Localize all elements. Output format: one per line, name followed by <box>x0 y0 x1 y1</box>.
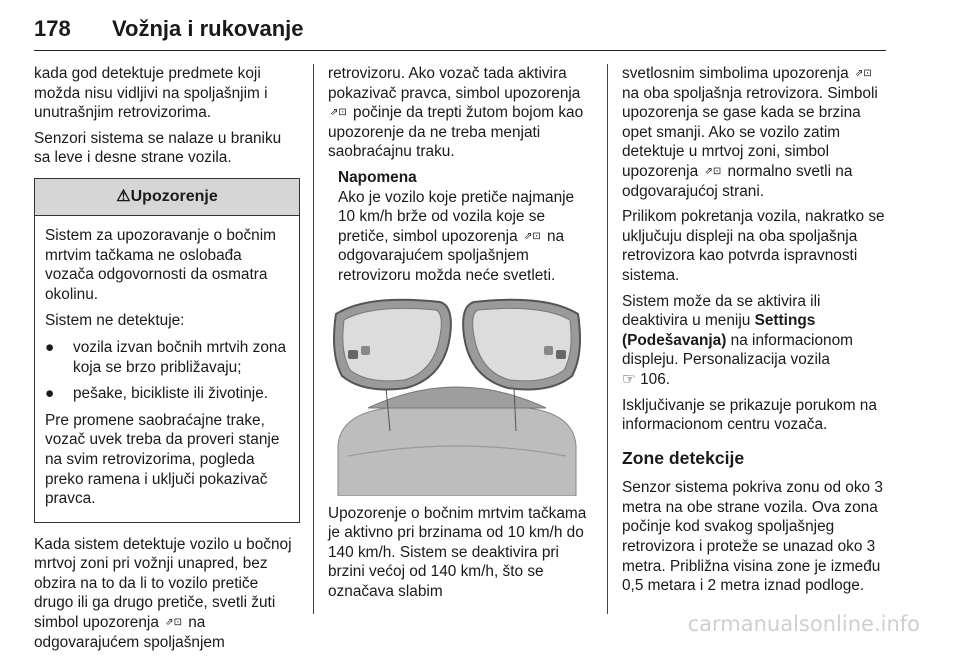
note-block <box>328 168 594 286</box>
page-header <box>34 14 886 51</box>
mirrors-illustration <box>328 296 586 496</box>
note-title: Napomena <box>338 168 417 186</box>
column-3 <box>622 64 888 602</box>
watermark: carmanualsonline.info <box>687 612 920 636</box>
warning-paragraph: Sistem za upozoravanje o bočnim mrtvim tačkama ne oslobađa vozača odgovornosti da osmatra okolinu. <box>45 226 276 303</box>
column-divider <box>607 64 608 614</box>
list-item <box>45 338 289 377</box>
menu-reference: Settings (Podešavanja) <box>622 312 816 349</box>
bullet-icon: ● <box>45 385 55 403</box>
page-reference-link[interactable]: ☞ 106. <box>622 370 671 388</box>
paragraph: Sistem može da se aktivira ili deaktivira u meniju Settings (Podešavanja) na informacionom displeju. Personalizacija vozila ☞ 106. <box>622 292 853 388</box>
warning-icon: ⚠ <box>116 188 131 206</box>
chapter-title: Vožnja i rukovanje <box>112 16 304 41</box>
paragraph: retrovizoru. Ako vozač tada aktivira pokazivač pravca, simbol upozorenja ⇗⊡ počinje da trepti žutom bojom kao upozorenje da ne treba menjati saobraćajnu traku. <box>328 65 584 161</box>
car-blindspot-icon: ⇗⊡ <box>704 165 722 177</box>
list-item <box>45 384 289 404</box>
car-blindspot-icon: ⇗⊡ <box>523 230 541 242</box>
paragraph: Prilikom pokretanja vozila, nakratko se uključuju displeji na oba spoljašnja retrovizora kao potvrda ispravnosti sistema. <box>622 208 885 284</box>
list-item-text: pešake, bicikliste ili životinje. <box>73 385 269 403</box>
paragraph: kada god detektuje predmete koji možda nisu vidljivi na spoljašnjim i unutrašnjim retrovizorima. <box>34 65 268 122</box>
paragraph: Senzori sistema se nalaze u braniku sa leve i desne strane vozila. <box>34 129 282 167</box>
column-2 <box>328 64 594 608</box>
paragraph: Upozorenje o bočnim mrtvim tačkama je aktivno pri brzinama od 10 km/h do 140 km/h. Sistem se deaktivira pri brzini većoj od 140 km/h, što se označava slabim <box>328 504 587 600</box>
paragraph: Kada sistem detektuje vozilo u bočnoj mrtvoj zoni pri vožnji unapred, bez obzira na to da li to vozilo pretiče drugo ili ga drugo pretiče, svetli žuti simbol upozorenja ⇗⊡ na odgovarajućem spoljašnjem <box>34 535 292 651</box>
section-title: Zone detekcije <box>622 447 745 468</box>
warning-box <box>34 178 300 523</box>
car-blindspot-icon: ⇗⊡ <box>330 107 347 119</box>
warning-header <box>35 179 299 216</box>
car-blindspot-icon: ⇗⊡ <box>165 617 182 629</box>
page-number: 178 <box>34 16 71 41</box>
warning-body <box>35 216 299 522</box>
paragraph: Isključivanje se prikazuje porukom na informacionom centru vozača. <box>622 396 877 434</box>
paragraph: svetlosnim simbolima upozorenja ⇗⊡ na oba spoljašnja retrovizora. Simboli upozorenja se gase kada se brzina opet smanji. Ako se vozilo zatim detektuje u mrtvoj zoni, simbol upozorenja ⇗⊡ normalno svetli na odgovarajućoj strani. <box>622 65 878 200</box>
note-text: Ako je vozilo koje pretiče najmanje 10 km/h brže od vozila koje se pretiče, simbol upozorenja ⇗⊡ na odgovarajućem spoljašnjem retrovizoru možda neće svetleti. <box>338 188 575 284</box>
list-item-text: vozila izvan bočnih mrtvih zona koja se brzo približavaju; <box>73 338 287 376</box>
warning-paragraph: Sistem ne detektuje: <box>45 312 185 330</box>
column-1 <box>34 64 300 658</box>
column-divider <box>313 64 314 614</box>
paragraph: Senzor sistema pokriva zonu od oko 3 metra na obe strane vozila. Ova zona počinje kod svakog spoljašnjeg retrovizora i proteže se unazad oko 3 metra. Približna visina zone je između 0,5 metara i 2 metra iznad podloge. <box>622 479 883 595</box>
bullet-icon: ● <box>45 338 55 356</box>
warning-paragraph: Pre promene saobraćajne trake, vozač uvek treba da proveri stanje na svim retrovizorima, pogleda preko ramena i uključi pokazivač pravca. <box>45 411 280 508</box>
car-blindspot-icon: ⇗⊡ <box>854 68 872 79</box>
warning-title: Upozorenje <box>130 188 218 206</box>
